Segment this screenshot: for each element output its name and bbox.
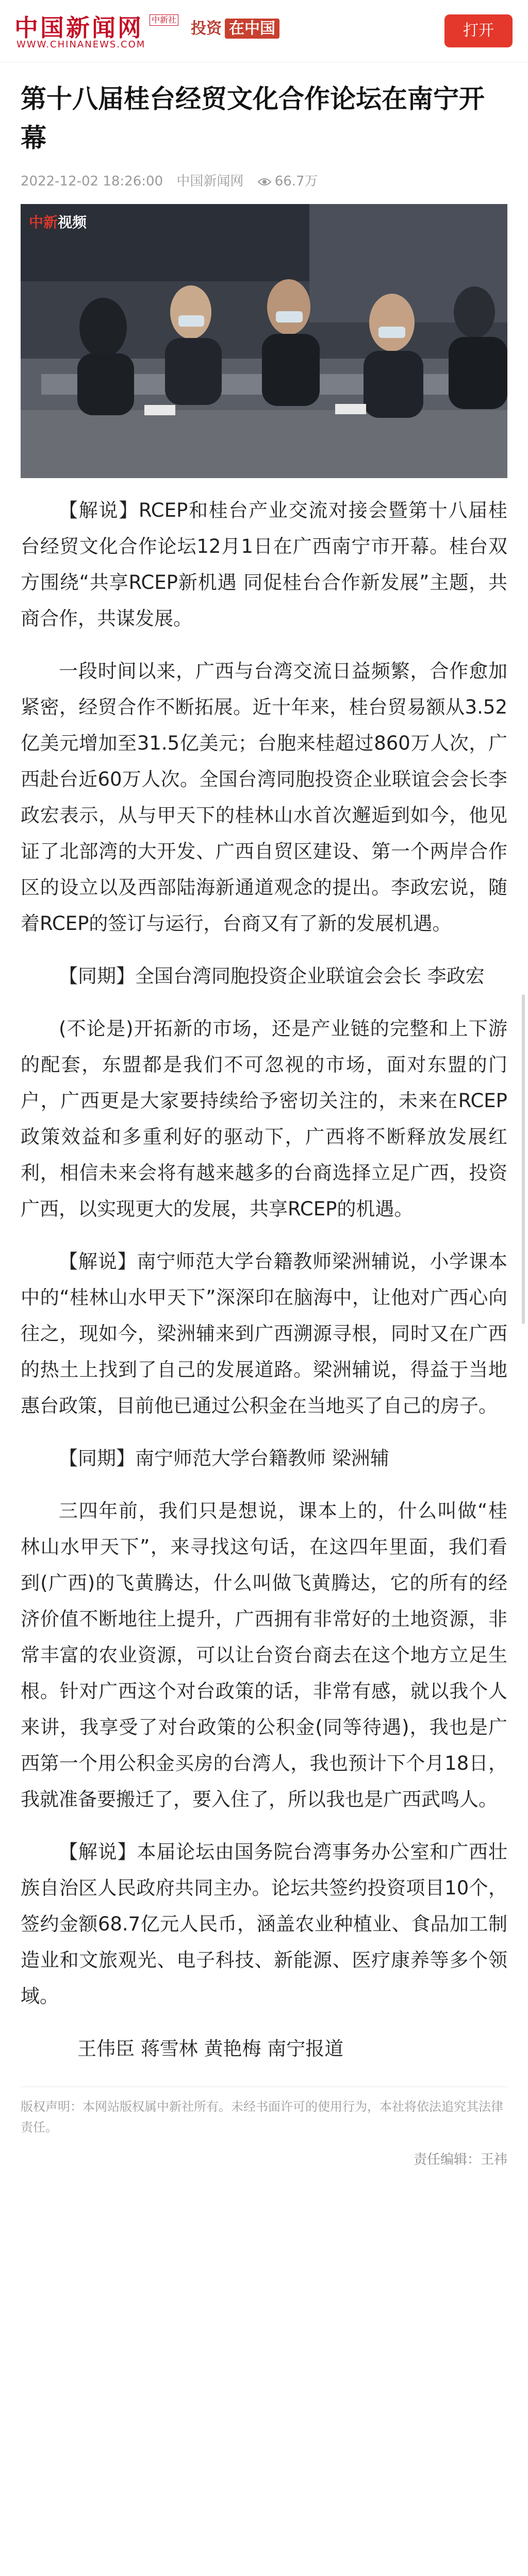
view-count-value: 66.7万 [274,174,318,189]
article-paragraph: 三四年前，我们只是想说，课本上的，什么叫做“桂林山水甲天下”，来寻找这句话，在这四年里面，我们看到(广西)的飞黄腾达，什么叫做飞黄腾达，它的所有的经济价值不断地往上提升，广西拥有非常好的土地资源，非常丰富的农业资源，可以让台资台商去在这个地方立足生根。针对广西这个对台政策的话，非常有感，就以我个人来讲，我享受了对台政策的公积金(同等待遇)，我也是广西第一个用公积金买房的台湾人，我也预计下个月18日，我就准备要搬迁了，要入住了，所以我也是广西武鸣人。 [21,1500,507,1810]
news-source[interactable]: 中国新闻网 [176,174,244,189]
article-paragraph: 【解说】南宁师范大学台籍教师梁洲辅说，小学课本中的“桂林山水甲天下”深深印在脑海中，让他对广西心向往之，现如今，梁洲辅来到广西溯源寻根，同时又在广西的热土上找到了自己的发展道路。梁洲辅说，得益于当地惠台政策，目前他已通过公积金在当地买了自己的房子。 [21,1250,507,1417]
logo-text: 中国新闻网 [14,14,143,42]
watermark-red: 中新 [29,214,58,231]
top-bar [0,0,528,62]
article-meta [21,171,507,192]
article-body [21,493,507,2067]
article-paragraph: 【同期】全国台湾同胞投资企业联谊会会长 李政宏 [59,965,485,987]
publish-date: 2022-12-02 18:26:00 [21,174,163,189]
video-player[interactable] [21,204,507,478]
copyright-notice: 版权声明：本网站版权属中新社所有。未经书面许可的使用行为，本社将依法追究其法律责任。 [21,2099,503,2134]
invest-in-china-banner [191,15,279,38]
watermark-white: 视频 [58,214,87,231]
article-container [0,62,528,2168]
view-count [257,174,327,189]
logo-url: WWW.CHINANEWS.COM [16,39,146,50]
eye-icon [257,177,272,187]
responsible-editor: 责任编辑：王祎 [413,2152,507,2167]
article-paragraph: 【同期】南宁师范大学台籍教师 梁洲辅 [59,1447,389,1469]
reporter-byline: 王伟臣 蒋雪林 黄艳梅 南宁报道 [77,2038,344,2060]
open-app-button[interactable]: 打开 [444,14,513,47]
article-paragraph: 【解说】RCEP和桂台产业交流对接会暨第十八届桂台经贸文化合作论坛12月1日在广西南宁市开幕。桂台双方围绕“共享RCEP新机遇 同促桂台合作新发展”主题，共商合作，共谋发展。 [21,499,507,630]
banner-boxed: 在中国 [225,19,279,39]
article-paragraph: (不论是)开拓新的市场，还是产业链的完整和上下游的配套，东盟都是我们不可忽视的市场，面对东盟的门户，广西更是大家要持续给予密切关注的，未来在RCEP政策效益和多重利好的驱动下，广西将不断释放发展红利，相信未来会将有越来越多的台商选择立足广西，投资广西，以实现更大的发展，共享RCEP的机遇。 [21,1018,507,1220]
chinanews-logo[interactable] [14,9,179,50]
video-watermark [29,211,87,232]
logo-badge: 中新社 [150,14,178,26]
article-title: 第十八届桂台经贸文化合作论坛在南宁开幕 [21,84,485,153]
article-paragraph: 一段时间以来，广西与台湾交流日益频繁，合作愈加紧密，经贸合作不断拓展。近十年来，桂台贸易额从3.52亿美元增加至31.5亿美元；台胞来桂超过860万人次，广西赴台近60万人次。全国台湾同胞投资企业联谊会会长李政宏表示，从与甲天下的桂林山水首次邂逅到如今，他见证了北部湾的大开发、广西自贸区建设、第一个两岸合作区的设立以及西部陆海新通道观念的提出。李政宏说，随着RCEP的签订与运行，台商又有了新的发展机遇。 [21,660,507,935]
banner-prefix: 投资 [191,20,222,38]
scrollbar[interactable] [522,994,525,1324]
video-frame [21,204,507,478]
article-paragraph: 【解说】本届论坛由国务院台湾事务办公室和广西壮族自治区人民政府共同主办。论坛共签约投资项目10个，签约金额68.7亿元人民币，涵盖农业种植业、食品加工制造业和文旅观光、电子科技、新能源、医疗康养等多个领域。 [21,1841,507,2007]
